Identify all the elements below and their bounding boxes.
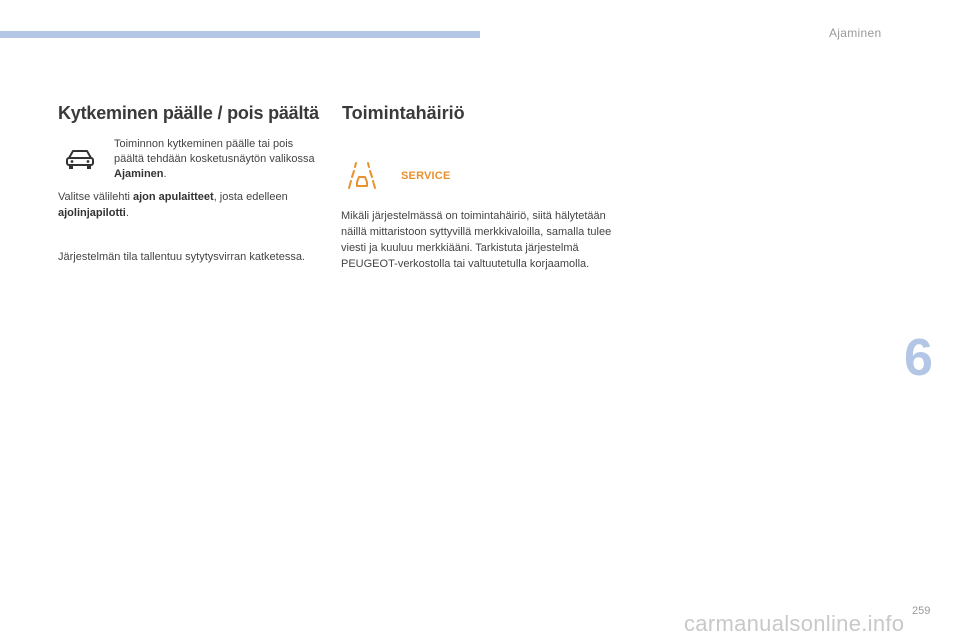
menu-name-ajaminen: Ajaminen — [114, 168, 164, 180]
section-label: Ajaminen — [829, 26, 882, 40]
function-name-lane-pilot: ajolinjapilotti — [58, 207, 126, 219]
watermark: carmanualsonline.info — [684, 611, 905, 636]
intro-text-part: Toiminnon kytkeminen päälle tai pois päältä tehdään kosketusnäytön valikossa — [114, 138, 315, 165]
car-icon — [64, 147, 96, 171]
malfunction-paragraph: Mikäli järjestelmässä on toimintahäiriö, siitä hälytetään näillä mittaristoon syttyvillä merkkivaloilla, samalla tulee viesti ja kuuluu merkkiääni. Tarkistuta järjestelmä PEUGEOT-verkostolla tai valtuutetulla korjaamolla. — [341, 210, 612, 270]
header-accent-bar — [0, 31, 480, 38]
tab-name-driving-aids: ajon apulaitteet — [133, 191, 214, 203]
instruction-part: , josta edelleen — [213, 191, 288, 203]
page-number: 259 — [912, 605, 931, 617]
heading-switch-on-off: Kytkeminen päälle / pois päältä — [58, 103, 319, 123]
intro-text — [114, 137, 324, 182]
state-memory-paragraph: Järjestelmän tila tallentuu sytytysvirran katketessa. — [58, 251, 305, 263]
chapter-number: 6 — [904, 329, 933, 387]
intro-text-end: . — [163, 168, 167, 180]
instruction-part: Valitse välilehti — [58, 191, 133, 203]
service-warning-label: SERVICE — [401, 170, 451, 182]
heading-malfunction: Toimintahäiriö — [342, 103, 465, 123]
lane-warning-icon — [344, 160, 380, 192]
instruction-end: . — [125, 207, 129, 219]
instruction-paragraph — [58, 189, 328, 221]
